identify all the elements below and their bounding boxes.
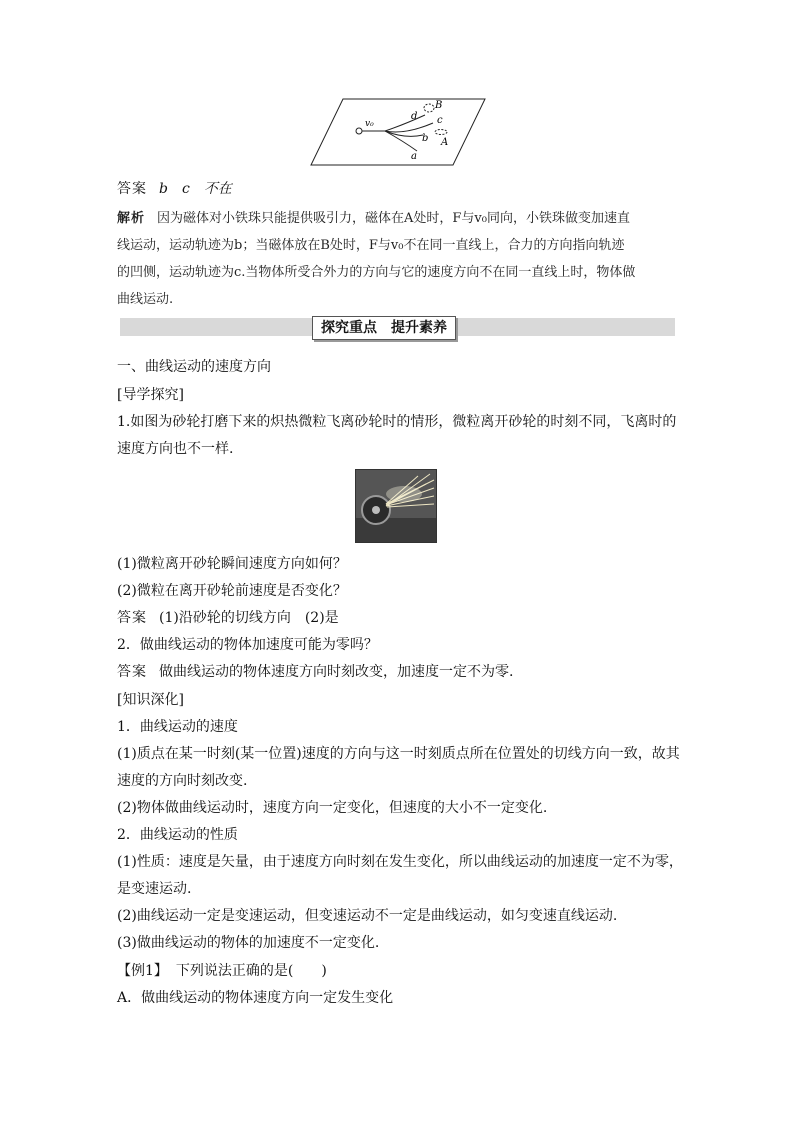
label-d: d	[411, 111, 418, 122]
answer-text: b c 不在	[159, 181, 232, 197]
k2-p1-line-2: 是变速运动.	[117, 881, 192, 897]
trajectory-figure	[305, 95, 490, 170]
analysis-line-1: 解析 因为磁体对小铁珠只能提供吸引力，磁体在A处时，F与v₀同向，小铁珠做变加速直	[117, 211, 630, 226]
q1-answer: 答案 (1)沿砂轮的切线方向 (2)是	[117, 610, 339, 626]
analysis-label: 解析	[117, 211, 146, 226]
analysis-line-3: 的凹侧，运动轨迹为c.当物体所受合外力的方向与它的速度方向不在同一直线上时，物体做	[117, 265, 636, 280]
label-A: A	[441, 137, 449, 148]
deep-tag: [知识深化]	[117, 692, 184, 708]
k2-p3: (3)做曲线运动的物体的加速度不一定变化.	[117, 935, 380, 951]
k2-p2: (2)曲线运动一定是变速运动，但变速运动不一定是曲线运动，如匀变速直线运动.	[117, 908, 618, 924]
label-a: a	[411, 151, 417, 162]
q1-line-1: 1.如图为砂轮打磨下来的炽热微粒飞离砂轮时的情形，微粒离开砂轮的时刻不同，飞离时的	[117, 414, 677, 430]
k2-title: 2．曲线运动的性质	[117, 827, 238, 843]
label-v0: v₀	[365, 119, 374, 129]
q1-line-2: 速度方向也不一样.	[117, 441, 234, 457]
q2-answer: 答案 做曲线运动的物体速度方向时刻改变，加速度一定不为零.	[117, 664, 514, 680]
k2-p1-line-1: (1)性质：速度是矢量，由于速度方向时刻在发生变化，所以曲线运动的加速度一定不为零，	[117, 854, 683, 870]
example-1	[117, 960, 327, 980]
answer-1	[117, 178, 232, 198]
analysis-line-4: 曲线运动.	[117, 292, 174, 307]
k1-p1-line-1: (1)质点在某一时刻(某一位置)速度的方向与这一时刻质点所在位置处的切线方向一致，故其	[117, 746, 680, 762]
banner-right: 提升素养	[391, 320, 447, 336]
q1-sub-1: (1)微粒离开砂轮瞬间速度方向如何？	[117, 556, 347, 572]
k1-p1-line-2: 速度的方向时刻改变.	[117, 773, 248, 789]
grinding-wheel-photo	[355, 469, 437, 543]
q1-sub-2: (2)微粒在离开砂轮前速度是否变化？	[117, 583, 347, 599]
k1-title: 1．曲线运动的速度	[117, 719, 238, 735]
section-banner	[312, 316, 456, 340]
label-b: b	[422, 133, 429, 144]
analysis-line-2: 线运动，运动轨迹为b；当磁体放在B处时，F与v₀不在同一直线上，合力的方向指向轨迹	[117, 238, 625, 253]
label-B: B	[435, 100, 443, 111]
banner-left: 探究重点	[321, 320, 377, 336]
guide-tag: [导学探究]	[117, 387, 184, 403]
example-question: 下列说法正确的是( )	[175, 963, 327, 979]
answer-label: 答案	[117, 181, 147, 197]
section-title: 一、曲线运动的速度方向	[117, 359, 271, 375]
example-tag: 【例1】	[117, 963, 168, 979]
k1-p2: (2)物体做曲线运动时，速度方向一定变化，但速度的大小不一定变化.	[117, 800, 548, 816]
option-a: A．做曲线运动的物体速度方向一定发生变化	[117, 990, 394, 1006]
label-c: c	[437, 115, 443, 126]
q2: 2．做曲线运动的物体加速度可能为零吗？	[117, 637, 378, 653]
